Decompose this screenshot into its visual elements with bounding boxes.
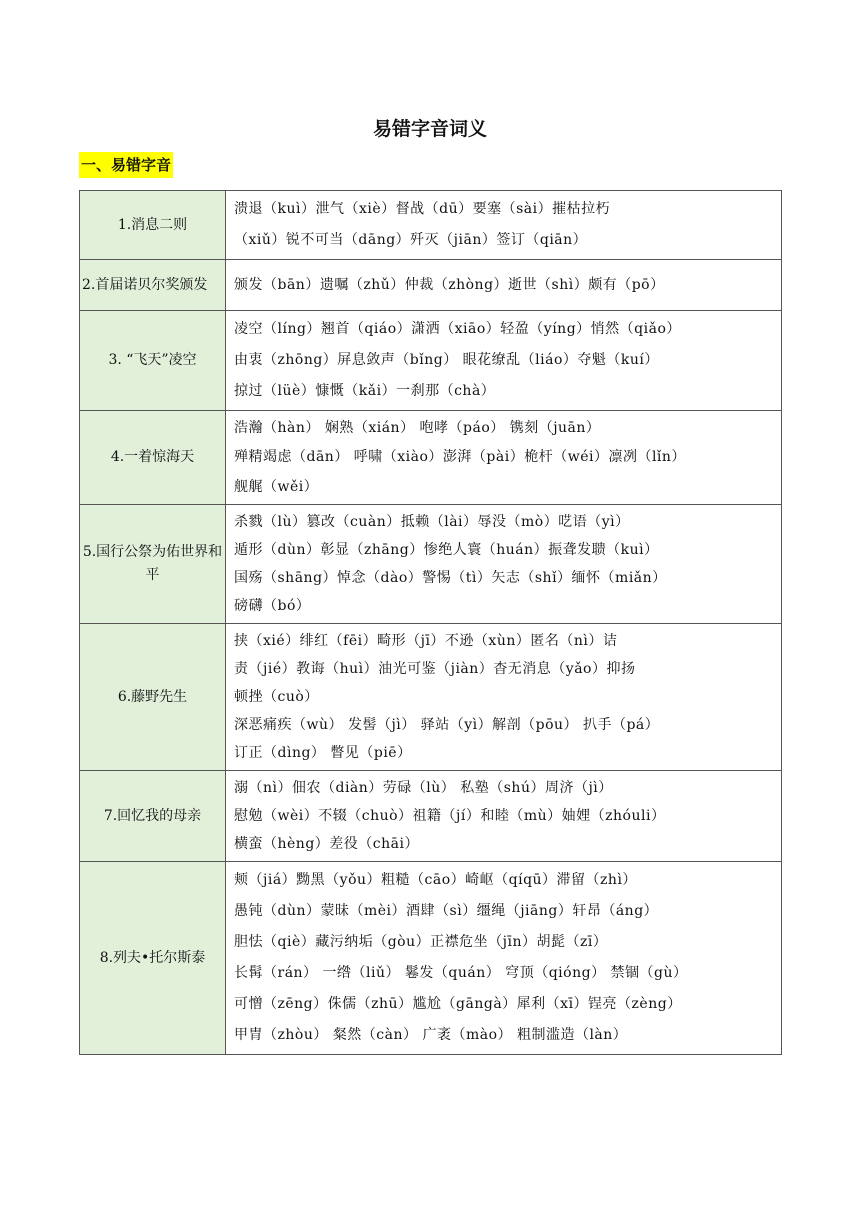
word-line: 遁形（dùn）彰显（zhāng）惨绝人寰（huán）振聋发聩（kuì）	[234, 542, 659, 558]
lesson-title: 2.首届诺贝尔奖颁发	[80, 260, 226, 311]
word-line: 深恶痛疾（wù） 发髻（jì） 驿站（yì）解剖（pōu） 扒手（pá）	[234, 717, 660, 733]
lesson-title: 4.一着惊海天	[80, 411, 226, 505]
table-row	[80, 624, 782, 771]
word-line: 国殇（shāng）悼念（dào）警惕（tì）矢志（shǐ）缅怀（miǎn）	[234, 570, 667, 586]
lesson-title: 3. “飞天”凌空	[80, 311, 226, 411]
table-row	[80, 862, 782, 1055]
word-line: 胆怯（qiè）藏污纳垢（gòu）正襟危坐（jīn）胡髭（zī）	[234, 934, 608, 950]
word-line: 殚精竭虑（dān） 呼啸（xiào）澎湃（pài）桅杆（wéi）凛冽（lǐn）	[234, 449, 686, 465]
table-row	[80, 311, 782, 411]
word-list	[226, 624, 782, 771]
word-line: 愚钝（dùn）蒙昧（mèi）酒肆（sì）缰绳（jiāng）轩昂（áng）	[234, 903, 659, 919]
word-line: 责（jié）教诲（huì）油光可鉴（jiàn）杳无消息（yǎo）抑扬	[234, 661, 636, 677]
pronunciation-table	[79, 190, 782, 1055]
word-line: 颁发（bān）遗嘱（zhǔ）仲裁（zhòng）逝世（shì）颇有（pō）	[234, 277, 665, 293]
table-row	[80, 191, 782, 260]
page-title: 易错字音词义	[372, 118, 487, 140]
word-line: 颊（jiá）黝黑（yǒu）粗糙（cāo）崎岖（qíqū）滞留（zhì）	[234, 872, 637, 888]
word-line: （xiǔ）锐不可当（dāng）歼灭（jiān）签订（qiān）	[234, 232, 588, 248]
word-list	[226, 411, 782, 505]
word-line: 甲胄（zhòu） 粲然（càn） 广袤（mào） 粗制滥造（làn）	[234, 1027, 628, 1043]
word-list	[226, 260, 782, 311]
word-line: 掠过（lüè）慷慨（kǎi）一刹那（chà）	[234, 383, 496, 399]
word-line: 挟（xié）绯红（fēi）畸形（jī）不逊（xùn）匿名（nì）诘	[234, 633, 618, 649]
word-list	[226, 311, 782, 411]
word-list	[226, 191, 782, 260]
word-line: 订正（dìng） 瞥见（piē）	[234, 745, 412, 761]
word-list	[226, 771, 782, 862]
section-heading: 一、易错字音	[79, 152, 173, 178]
word-line: 溃退（kuì）泄气（xiè）督战（dū）要塞（sài）摧枯拉朽	[234, 201, 611, 217]
word-line: 浩瀚（hàn） 娴熟（xián） 咆哮（páo） 镌刻（juān）	[234, 420, 601, 436]
word-line: 顿挫（cuò）	[234, 689, 319, 705]
word-list	[226, 505, 782, 624]
word-line: 溺（nì）佃农（diàn）劳碌（lù） 私塾（shú）周济（jì）	[234, 780, 613, 796]
word-line: 磅礴（bó）	[234, 598, 311, 614]
lesson-title: 7.回忆我的母亲	[80, 771, 226, 862]
lesson-title: 8.列夫•托尔斯泰	[80, 862, 226, 1055]
word-line: 长髯（rán） 一绺（liǔ） 鬈发（quán） 穹顶（qióng） 禁锢（gù）	[234, 965, 688, 981]
word-line: 舰艉（wěi）	[234, 479, 319, 495]
word-line: 慰勉（wèi）不辍（chuò）祖籍（jí）和睦（mù）妯娌（zhóuli）	[234, 808, 666, 824]
lesson-title: 6.藤野先生	[80, 624, 226, 771]
table-row	[80, 411, 782, 505]
word-list	[226, 862, 782, 1055]
table-row	[80, 771, 782, 862]
lesson-title: 1.消息二则	[80, 191, 226, 260]
word-line: 由衷（zhōng）屏息敛声（bǐng） 眼花缭乱（liáo）夺魁（kuí）	[234, 352, 659, 368]
word-line: 可憎（zēng）侏儒（zhū）尴尬（gāngà）犀利（xī）锃亮（zèng）	[234, 996, 682, 1012]
table-row	[80, 505, 782, 624]
word-line: 凌空（líng）翘首（qiáo）潇洒（xiāo）轻盈（yíng）悄然（qiǎo）	[234, 321, 681, 337]
lesson-title: 5.国行公祭为佑世界和平	[80, 505, 226, 624]
table-row	[80, 260, 782, 311]
word-line: 横蛮（hèng）差役（chāi）	[234, 836, 419, 852]
word-line: 杀戮（lù）篡改（cuàn）抵赖（lài）辱没（mò）呓语（yì）	[234, 514, 630, 530]
